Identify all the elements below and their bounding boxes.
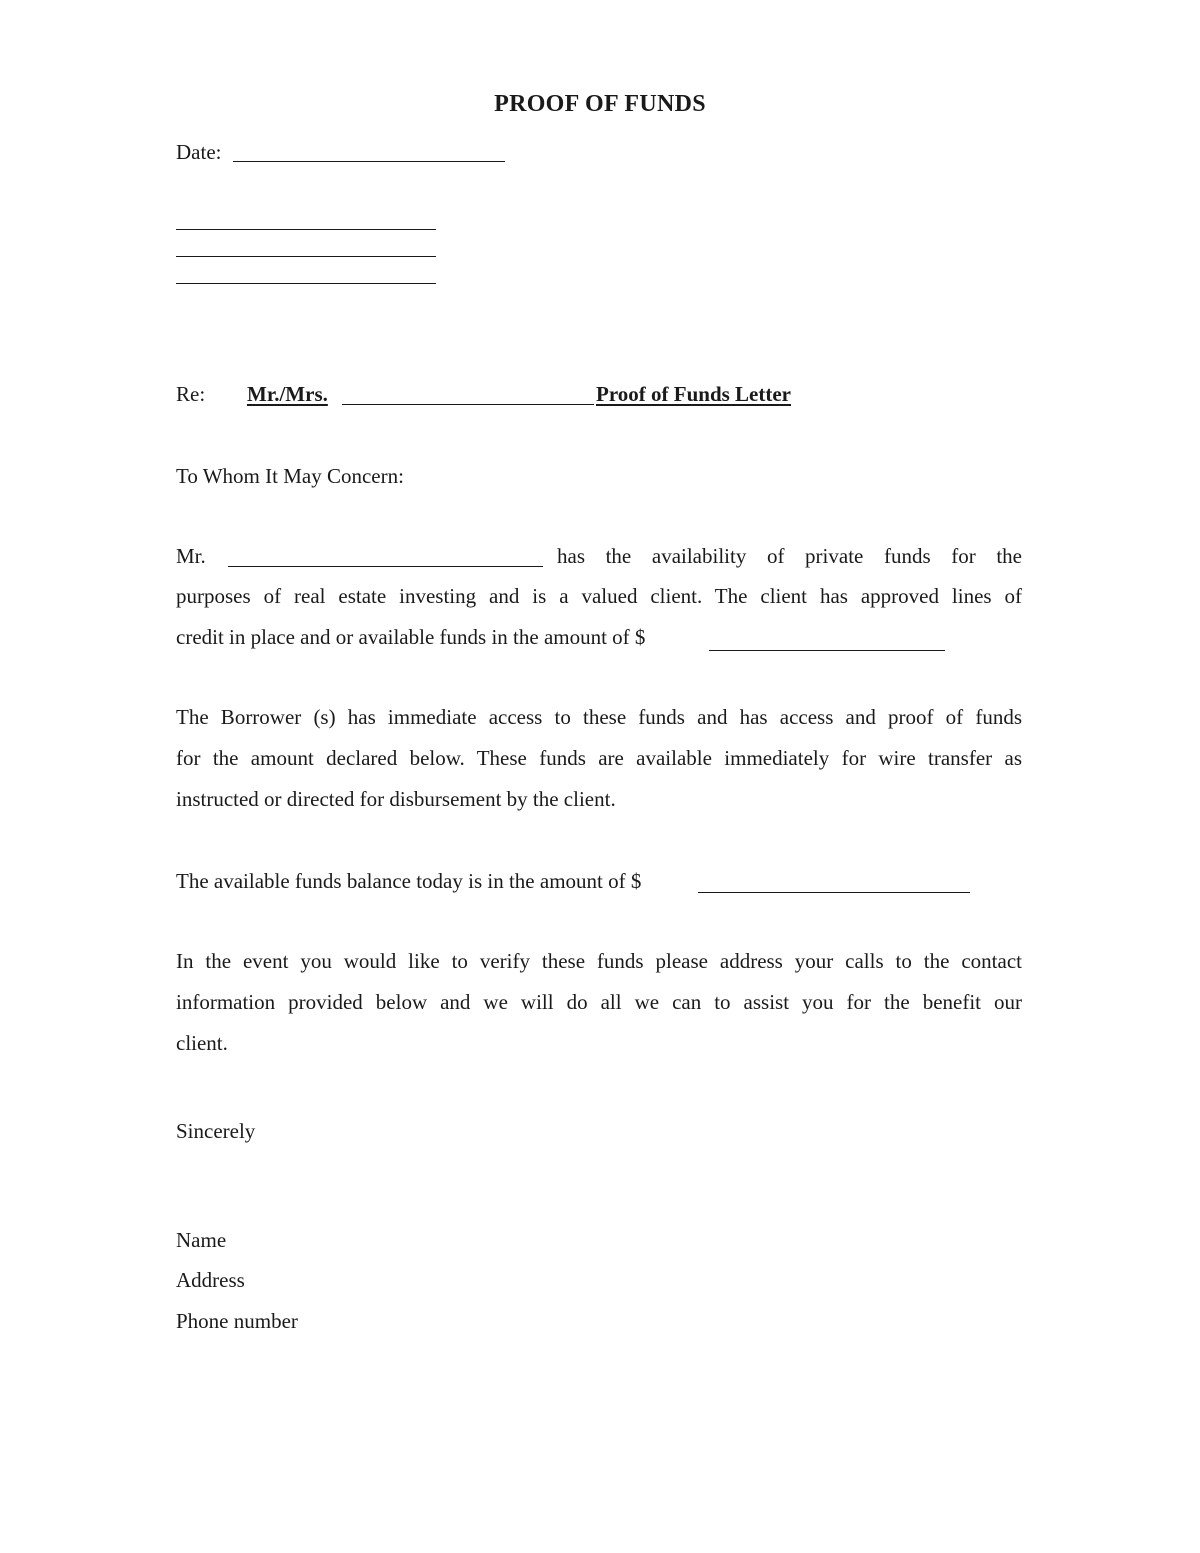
- p4-line1: In the event you would like to verify these funds please address your calls to the contact: [176, 949, 1022, 973]
- signature-name: Name: [176, 1228, 227, 1252]
- re-subject: Proof of Funds Letter: [596, 382, 791, 406]
- closing: Sincerely: [176, 1119, 256, 1143]
- recipient-line-1: [176, 229, 436, 230]
- p1-line3: credit in place and or available funds in the amount of $: [176, 625, 646, 649]
- p2-line1: The Borrower (s) has immediate access to these funds and has access and proof of funds: [176, 705, 1022, 729]
- client-name-blank: [228, 566, 543, 567]
- date-label: Date:: [176, 140, 222, 164]
- signature-phone: Phone number: [176, 1309, 298, 1333]
- re-subject-wrap: [596, 380, 791, 408]
- paragraph-4: [176, 941, 1022, 1064]
- paragraph-3: The available funds balance today is in the amount of $: [176, 869, 642, 893]
- p1-line2: purposes of real estate investing and is a valued client. The client has approved lines of: [176, 584, 1022, 608]
- greeting: To Whom It May Concern:: [176, 464, 404, 488]
- paragraph-1: [176, 576, 1022, 658]
- document-title: PROOF OF FUNDS: [494, 91, 706, 117]
- paragraph-2: [176, 697, 1022, 820]
- credit-amount-blank: [709, 650, 945, 651]
- p2-line2: for the amount declared below. These funds are available immediately for wire transfer as: [176, 746, 1022, 770]
- recipient-line-3: [176, 283, 436, 284]
- re-label: Re:: [176, 382, 206, 406]
- date-row: [176, 138, 221, 166]
- signature-address: Address: [176, 1268, 245, 1292]
- date-blank: [233, 161, 505, 162]
- recipient-line-2: [176, 256, 436, 257]
- p2-line3: instructed or directed for disbursement by the client.: [176, 787, 616, 811]
- re-line: [247, 380, 328, 408]
- p4-line2: information provided below and we will do all we can to assist you for the benefit our: [176, 990, 1022, 1014]
- p1-line1-start: Mr.: [176, 544, 206, 568]
- re-salutation: Mr./Mrs.: [247, 382, 328, 406]
- p1-line1-end: has the availability of private funds for the: [557, 544, 1022, 568]
- re-name-blank: [342, 404, 594, 405]
- p4-line3: client.: [176, 1031, 228, 1055]
- balance-amount-blank: [698, 892, 970, 893]
